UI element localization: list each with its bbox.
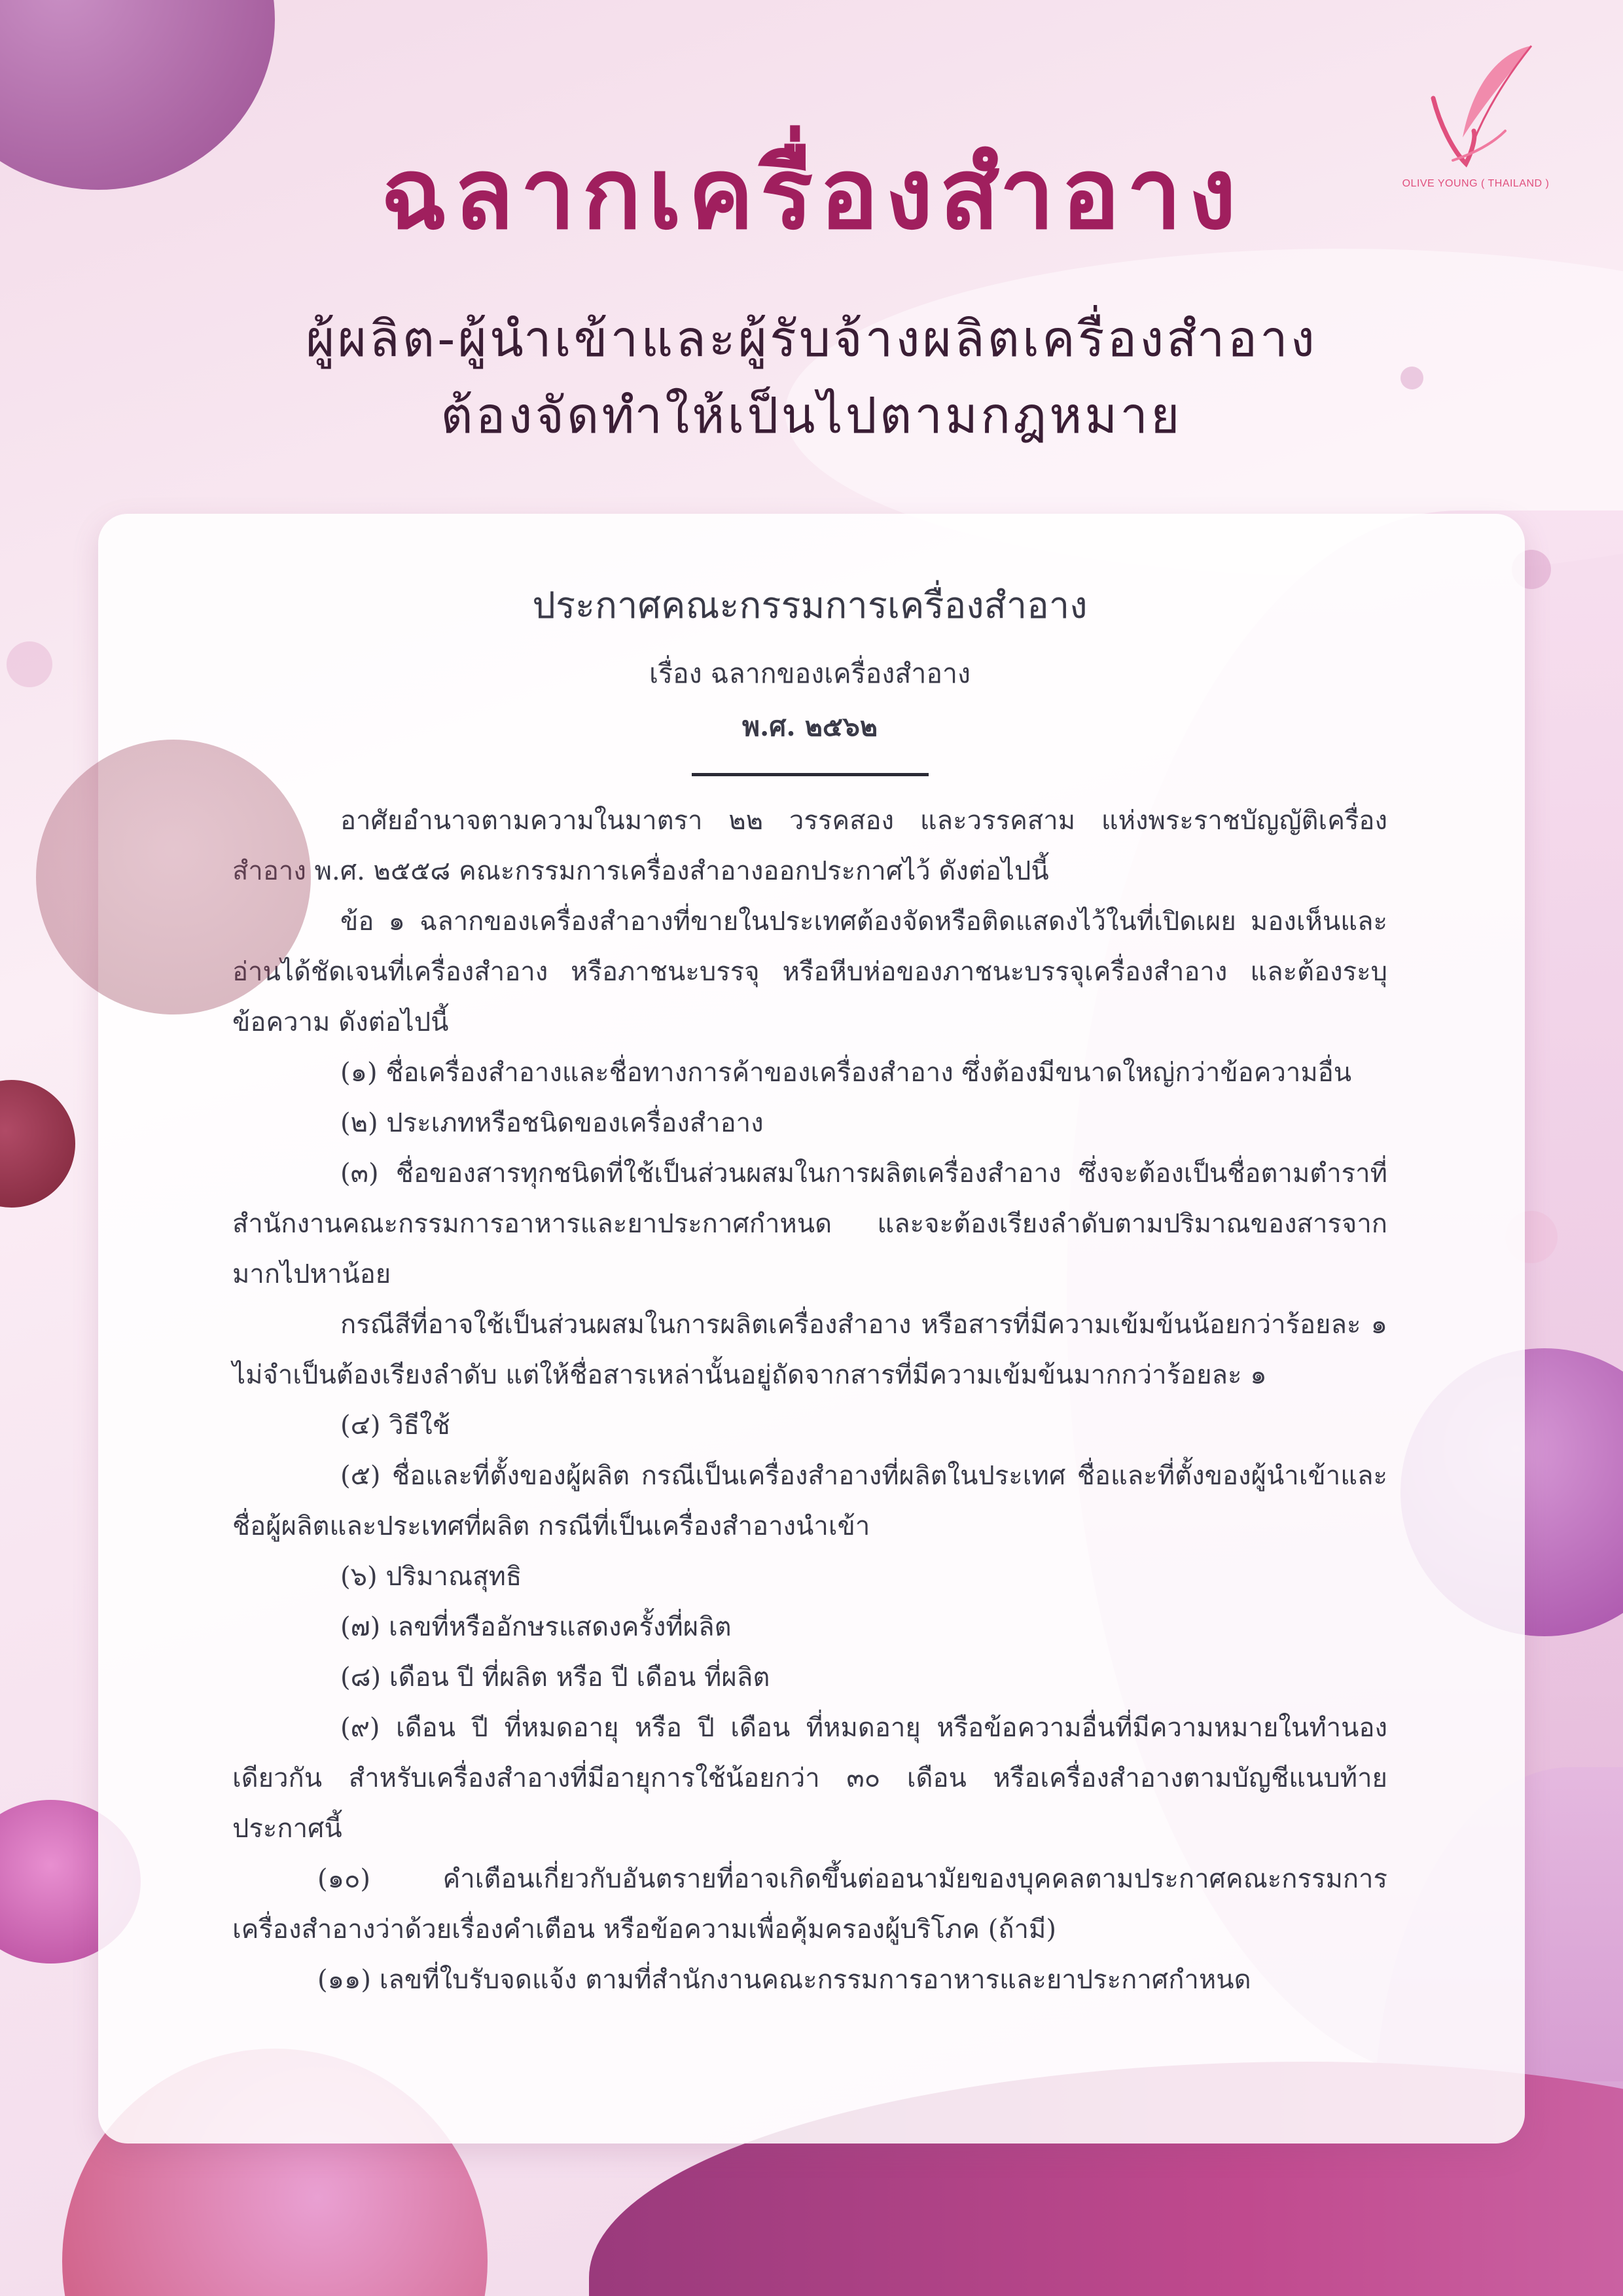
page-subtitle-line-1: ผู้ผลิต-ผู้นำเข้าและผู้รับจ้างผลิตเครื่องสำอาง: [306, 310, 1317, 368]
regulation-document: [232, 576, 1387, 2005]
list-item: (๗) เลขที่หรืออักษรแสดงครั้งที่ผลิต: [340, 1612, 732, 1642]
list-item: (๑๐) คำเตือนเกี่ยวกับอันตรายที่อาจเกิดขึ้นต่ออนามัยของบุคคลตามประกาศคณะกรรมการเครื่องสำอางว่าด้วยเรื่องคำเตือน หรือข้อความเพื่อคุ้มครองผู้บริโภค (ถ้ามี): [232, 1864, 1387, 1945]
decorative-bubble: [36, 740, 311, 1014]
list-item: (๔) วิธีใช้: [340, 1410, 450, 1441]
list-item: (๖) ปริมาณสุทธิ: [340, 1562, 522, 1592]
page-title: ฉลากเครื่องสำอาง: [380, 137, 1243, 251]
list-item: (๑) ชื่อเครื่องสำอางและชื่อทางการค้าของเครื่องสำอาง ซึ่งต้องมีขนาดใหญ่กว่าข้อความอื่น: [340, 1058, 1352, 1088]
document-year: พ.ศ. ๒๕๖๒: [742, 711, 878, 742]
document-subject: เรื่อง ฉลากของเครื่องสำอาง: [649, 658, 971, 689]
clause-1: ข้อ ๑ ฉลากของเครื่องสำอางที่ขายในประเทศต้องจัดหรือติดแสดงไว้ในที่เปิดเผย มองเห็นและอ่านได้ชัดเจนที่เครื่องสำอาง หรือภาชนะบรรจุ หรือหีบห่อของภาชนะบรรจุเครื่องสำอาง และต้องระบุข้อความ ดังต่อไปนี้: [232, 906, 1387, 1037]
decorative-bubble: [7, 641, 52, 687]
brand-name: OLIVE YOUNG ( THAILAND ): [1402, 178, 1550, 189]
list-item-note: กรณีสีที่อาจใช้เป็นส่วนผสมในการผลิตเครื่องสำอาง หรือสารที่มีความเข้มข้นน้อยกว่าร้อยละ ๑ ไม่จำเป็นต้องเรียงลำดับ แต่ให้ชื่อสารเหล่านั้นอยู่ถัดจากสารที่มีความเข้มข้นมากกว่าร้อยละ ๑: [232, 1310, 1387, 1390]
decorative-bubble: [0, 1080, 75, 1208]
list-item: (๕) ชื่อและที่ตั้งของผู้ผลิต กรณีเป็นเครื่องสำอางที่ผลิตในประเทศ ชื่อและที่ตั้งของผู้นำเข้าและชื่อผู้ผลิตและประเทศที่ผลิต กรณีที่เป็นเครื่องสำอางนำเข้า: [232, 1461, 1387, 1541]
title-divider: [692, 773, 929, 776]
list-item: (๒) ประเภทหรือชนิดของเครื่องสำอาง: [340, 1108, 764, 1138]
page-subtitle-line-2: ต้องจัดทำให้เป็นไปตามกฎหมาย: [440, 386, 1183, 444]
list-item: (๓) ชื่อของสารทุกชนิดที่ใช้เป็นส่วนผสมในการผลิตเครื่องสำอาง ซึ่งจะต้องเป็นชื่อตามตำราที่สำนักงานคณะกรรมการอาหารและยาประกาศกำหนด และจะต้องเรียงลำดับตามปริมาณของสารจากมากไปหาน้อย: [232, 1158, 1387, 1289]
document-intro: อาศัยอำนาจตามความในมาตรา ๒๒ วรรคสอง และวรรคสาม แห่งพระราชบัญญัติเครื่องสำอาง พ.ศ. ๒๕๕๘ คณะกรรมการเครื่องสำอางออกประกาศไว้ ดังต่อไปนี้: [232, 806, 1387, 886]
list-item: (๘) เดือน ปี ที่ผลิต หรือ ปี เดือน ที่ผลิต: [340, 1662, 770, 1693]
list-item: (๙) เดือน ปี ที่หมดอายุ หรือ ปี เดือน ที่หมดอายุ หรือข้อความอื่นที่มีความหมายในทำนองเดียวกัน สำหรับเครื่องสำอางที่มีอายุการใช้น้อยกว่า ๓๐ เดือน หรือเครื่องสำอางตามบัญชีแนบท้ายประกาศนี้: [232, 1713, 1387, 1844]
list-item: (๑๑) เลขที่ใบรับจดแจ้ง ตามที่สำนักงานคณะกรรมการอาหารและยาประกาศกำหนด: [317, 1965, 1251, 1995]
document-title: ประกาศคณะกรรมการเครื่องสำอาง: [532, 584, 1088, 627]
